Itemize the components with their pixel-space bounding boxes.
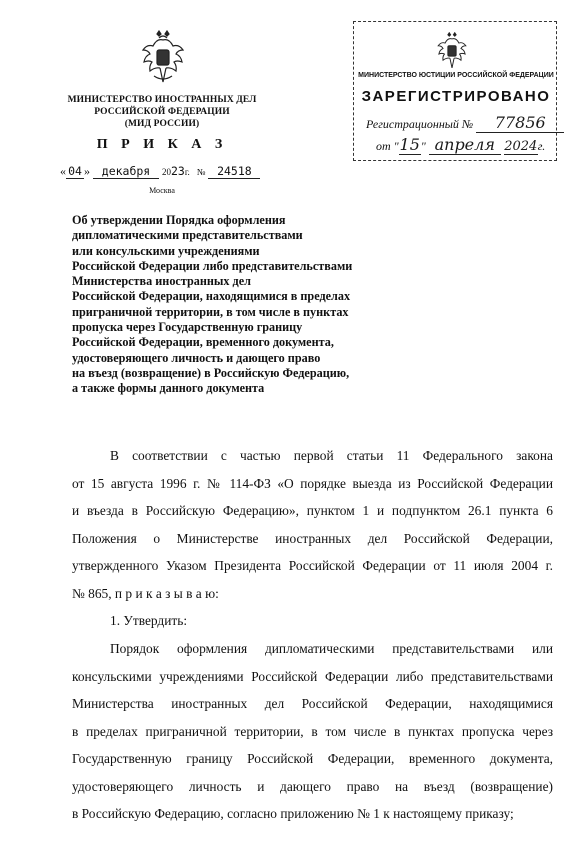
document-title [72, 213, 412, 397]
paragraph-line: Государственную границу Российской Федерации, временного документа, [72, 751, 553, 766]
title-line: Об утверждении Порядка оформления [72, 213, 286, 227]
title-line: Российской Федерации либо представительствами [72, 258, 353, 273]
stamp-date-prefix: от " [376, 139, 399, 153]
order-date-line [60, 164, 290, 179]
title-line: пропуска через Государственную границу [72, 320, 303, 335]
title-line: или консульскими учреждениями [72, 243, 260, 258]
body-paragraph-1 [72, 442, 553, 607]
document-type: П Р И К А З [96, 137, 228, 152]
paragraph-line: Положения о Министерстве иностранных дел Российской Федерации, [72, 530, 553, 546]
stamp-date-unit: г. [537, 139, 546, 153]
ministry-name [40, 94, 284, 130]
item-1 [72, 607, 553, 635]
paragraph-line: утвержденного Указом Президента Российской Федерации от 11 июля 2004 г. [72, 558, 553, 573]
title-line: Министерства иностранных дел [72, 274, 251, 289]
ministry-line: (МИД РОССИИ) [124, 119, 200, 129]
body-paragraph-2 [72, 635, 553, 828]
paragraph-line: Министерства иностранных дел Российской Федерации, находящимися [72, 696, 553, 711]
date-year-unit: г. [184, 167, 190, 177]
stamp-registration-number [366, 113, 556, 133]
date-year-suffix: 23 [171, 164, 185, 178]
city-name: Москва [149, 186, 175, 195]
paragraph-line: № 865, п р и к а з ы в а ю: [72, 585, 219, 601]
title-line: дипломатическими представительствами [72, 228, 303, 243]
item-1-text: 1. Утвердить: [110, 613, 188, 628]
title-line: на въезд (возвращение) в Российскую Федерацию, [72, 365, 350, 380]
date-day: 04 [66, 164, 84, 179]
stamp-date-year: 2024 [504, 139, 538, 154]
stamp-registered: ЗАРЕГИСТРИРОВАНО [361, 88, 551, 105]
date-close-quote: » [84, 164, 90, 178]
paragraph-line: удостоверяющего личность и дающего право на въезд (возвращение) [72, 778, 553, 794]
stamp-date-mid: " [420, 139, 426, 153]
stamp-ministry: МИНИСТЕРСТВО ЮСТИЦИИ РОССИЙСКОЙ ФЕДЕРАЦИИ [358, 72, 554, 79]
number-sign: № [196, 167, 206, 177]
date-open-quote: « [60, 164, 66, 178]
stamp-registration-date [376, 135, 556, 155]
paragraph-line: в пределах приграничной территории, в том числе в пунктах пропуска через [72, 723, 553, 739]
ministry-line: МИНИСТЕРСТВО ИНОСТРАННЫХ ДЕЛ [67, 95, 257, 105]
date-month: декабря [93, 164, 159, 179]
coat-of-arms-icon [433, 32, 471, 72]
title-line: Российской Федерации, временного документа, [72, 335, 334, 350]
title-line: а также формы данного документа [72, 381, 265, 396]
paragraph-line: консульскими учреждениями Российской Федерации либо представительствами [72, 668, 553, 684]
paragraph-line: В соответствии с частью первой статьи 11 Федерального закона [110, 448, 553, 463]
stamp-date-day: 15 [399, 135, 420, 154]
paragraph-line: Порядок оформления дипломатическими представительствами или [110, 641, 553, 656]
coat-of-arms-icon [140, 30, 186, 88]
ministry-line: РОССИЙСКОЙ ФЕДЕРАЦИИ [94, 107, 230, 117]
date-year-prefix: 20 [162, 167, 171, 177]
paragraph-line: от 15 августа 1996 г. № 114-ФЗ «О порядке выезда из Российской Федерации [72, 475, 553, 491]
paragraph-line: и въезда в Российскую Федерацию», пунктом 1 и подпунктом 26.1 пункта 6 [72, 503, 553, 518]
stamp-reg-number: 77856 [476, 113, 564, 133]
stamp-date-month: апреля [429, 135, 501, 155]
paragraph-line: в Российскую Федерацию, согласно приложению № 1 к настоящему приказу; [72, 806, 514, 821]
order-number: 24518 [208, 164, 260, 179]
title-line: Российской Федерации, находящимися в пределах [72, 289, 351, 304]
title-line: приграничной территории, в том числе в пунктах [72, 304, 349, 319]
title-line: удостоверяющего личность и дающего право [72, 350, 321, 365]
stamp-reg-label: Регистрационный № [366, 117, 474, 131]
